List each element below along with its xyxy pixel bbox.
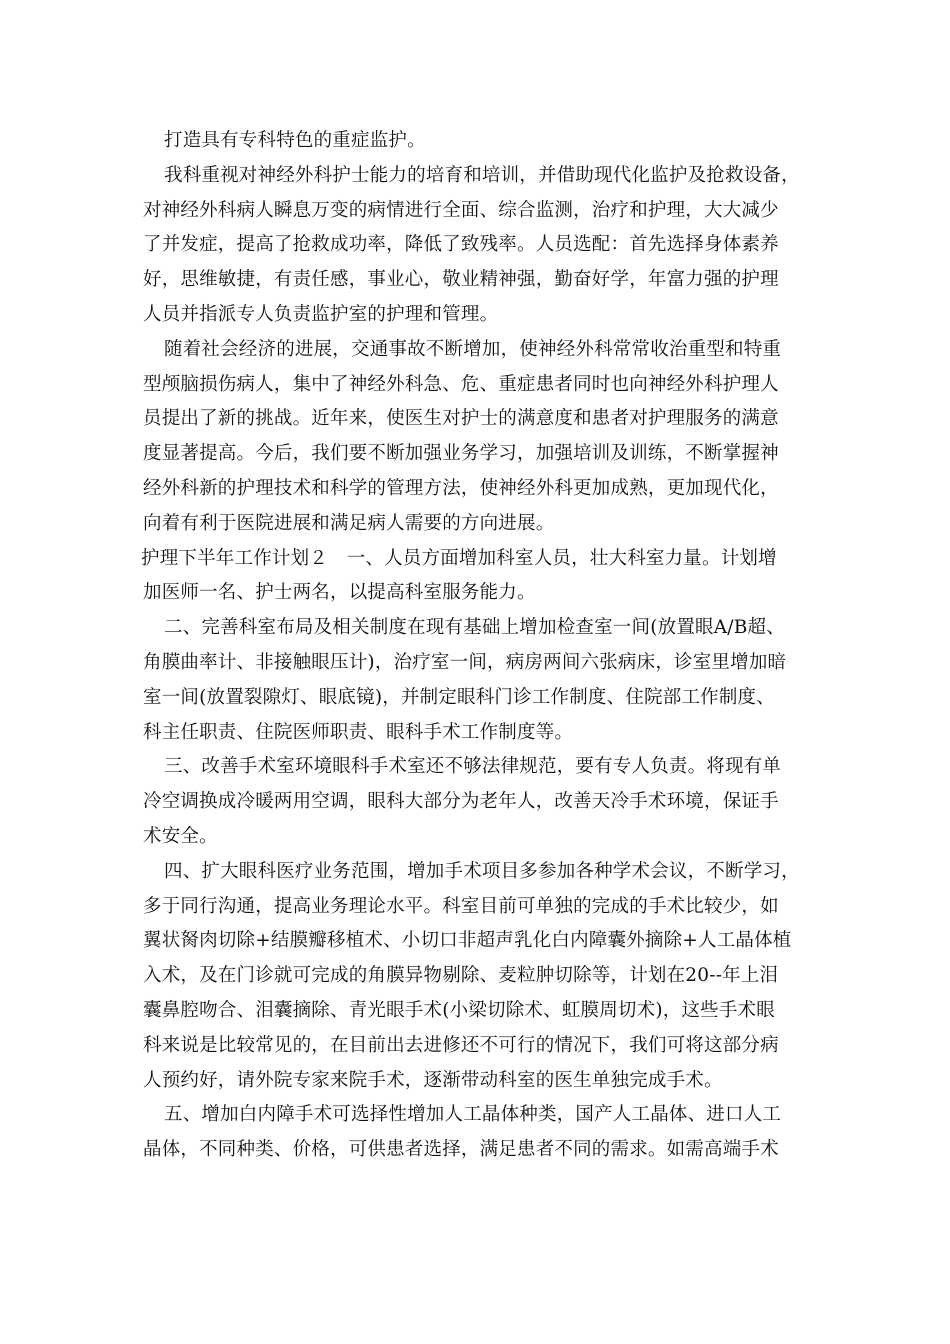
text-line: 室一间(放置裂隙灯、眼底镜)，并制定眼科门诊工作制度、住院部工作制度、 <box>143 686 775 708</box>
text-line: 术安全。 <box>143 825 218 847</box>
text-line: 好，思维敏捷，有责任感，事业心，敬业精神强，勤奋好学，年富力强的护理 <box>143 269 779 291</box>
text-line: 打造具有专科特色的重症监护。 <box>164 130 426 151</box>
text-line: 冷空调换成冷暖两用空调，眼科大部分为老年人，改善天冷手术环境，保证手 <box>143 791 779 813</box>
document-body <box>143 124 803 1168</box>
text-line: 多于同行沟通，提高业务理论水平。科室目前可单独的完成的手术比较少，如 <box>143 895 779 917</box>
text-line: 我科重视对神经外科护士能力的培育和培训，并借助现代化监护及抢救设备， <box>164 164 800 186</box>
text-line: 二、完善科室布局及相关制度在现有基础上增加检查室一间(放置眼A/B超、 <box>164 617 785 639</box>
text-line: 了并发症，提高了抢救成功率，降低了致残率。人员选配：首先选择身体素养 <box>143 234 779 256</box>
text-line: 度显著提高。今后，我们要不断加强业务学习，加强培训及训练，不断掌握神 <box>143 443 779 465</box>
text-line: 型颅脑损伤病人，集中了神经外科急、危、重症患者同时也向神经外科护理人 <box>143 373 779 395</box>
text-line: 三、改善手术室环境眼科手术室还不够法律规范，要有专人负责。将现有单 <box>164 756 782 778</box>
text-line: 人员并指派专人负责监护室的护理和管理。 <box>143 303 499 325</box>
text-line: 经外科新的护理技术和科学的管理方法，使神经外科更加成熟，更加现代化， <box>143 477 779 499</box>
text-line: 加医师一名、护士两名，以提高科室服务能力。 <box>143 582 536 604</box>
text-line: 随着社会经济的进展，交通事故不断增加，使神经外科常常收治重型和特重 <box>164 338 782 360</box>
text-line: 科来说是比较常见的，在目前出去进修还不可行的情况下，我们可将这部分病 <box>143 1034 779 1056</box>
text-line: 翼状胬肉切除+结膜瓣移植术、小切口非超声乳化白内障囊外摘除+人工晶体植 <box>143 930 792 952</box>
text-line: 囊鼻腔吻合、泪囊摘除、青光眼手术(小梁切除术、虹膜周切术)，这些手术眼 <box>143 999 775 1021</box>
text-line: 四、扩大眼科医疗业务范围，增加手术项目多参加各种学术会议，不断学习， <box>164 860 800 882</box>
text-line: 晶体，不同种类、价格，可供患者选择，满足患者不同的需求。如需高端手术 <box>143 1139 779 1161</box>
section-heading-line: 护理下半年工作计划２ 一、人员方面增加科室人员，壮大科室力量。计划增 <box>141 547 777 569</box>
text-line: 对神经外科病人瞬息万变的病情进行全面、综合监测，治疗和护理，大大减少 <box>143 199 779 221</box>
text-line: 科主任职责、住院医师职责、眼科手术工作制度等。 <box>143 721 574 743</box>
text-line: 入术，及在门诊就可完成的角膜异物剔除、麦粒肿切除等，计划在20--年上泪 <box>143 965 779 987</box>
text-line: 五、增加白内障手术可选择性增加人工晶体种类，国产人工晶体、进口人工 <box>164 1104 782 1126</box>
text-line: 人预约好，请外院专家来院手术，逐渐带动科室的医生单独完成手术。 <box>143 1069 723 1091</box>
text-line: 员提出了新的挑战。近年来，使医生对护士的满意度和患者对护理服务的满意 <box>143 408 779 430</box>
text-line: 角膜曲率计、非接触眼压计)，治疗室一间，病房两间六张病床，诊室里增加暗 <box>143 651 787 673</box>
text-line: 向着有利于医院进展和满足病人需要的方向进展。 <box>143 512 555 534</box>
